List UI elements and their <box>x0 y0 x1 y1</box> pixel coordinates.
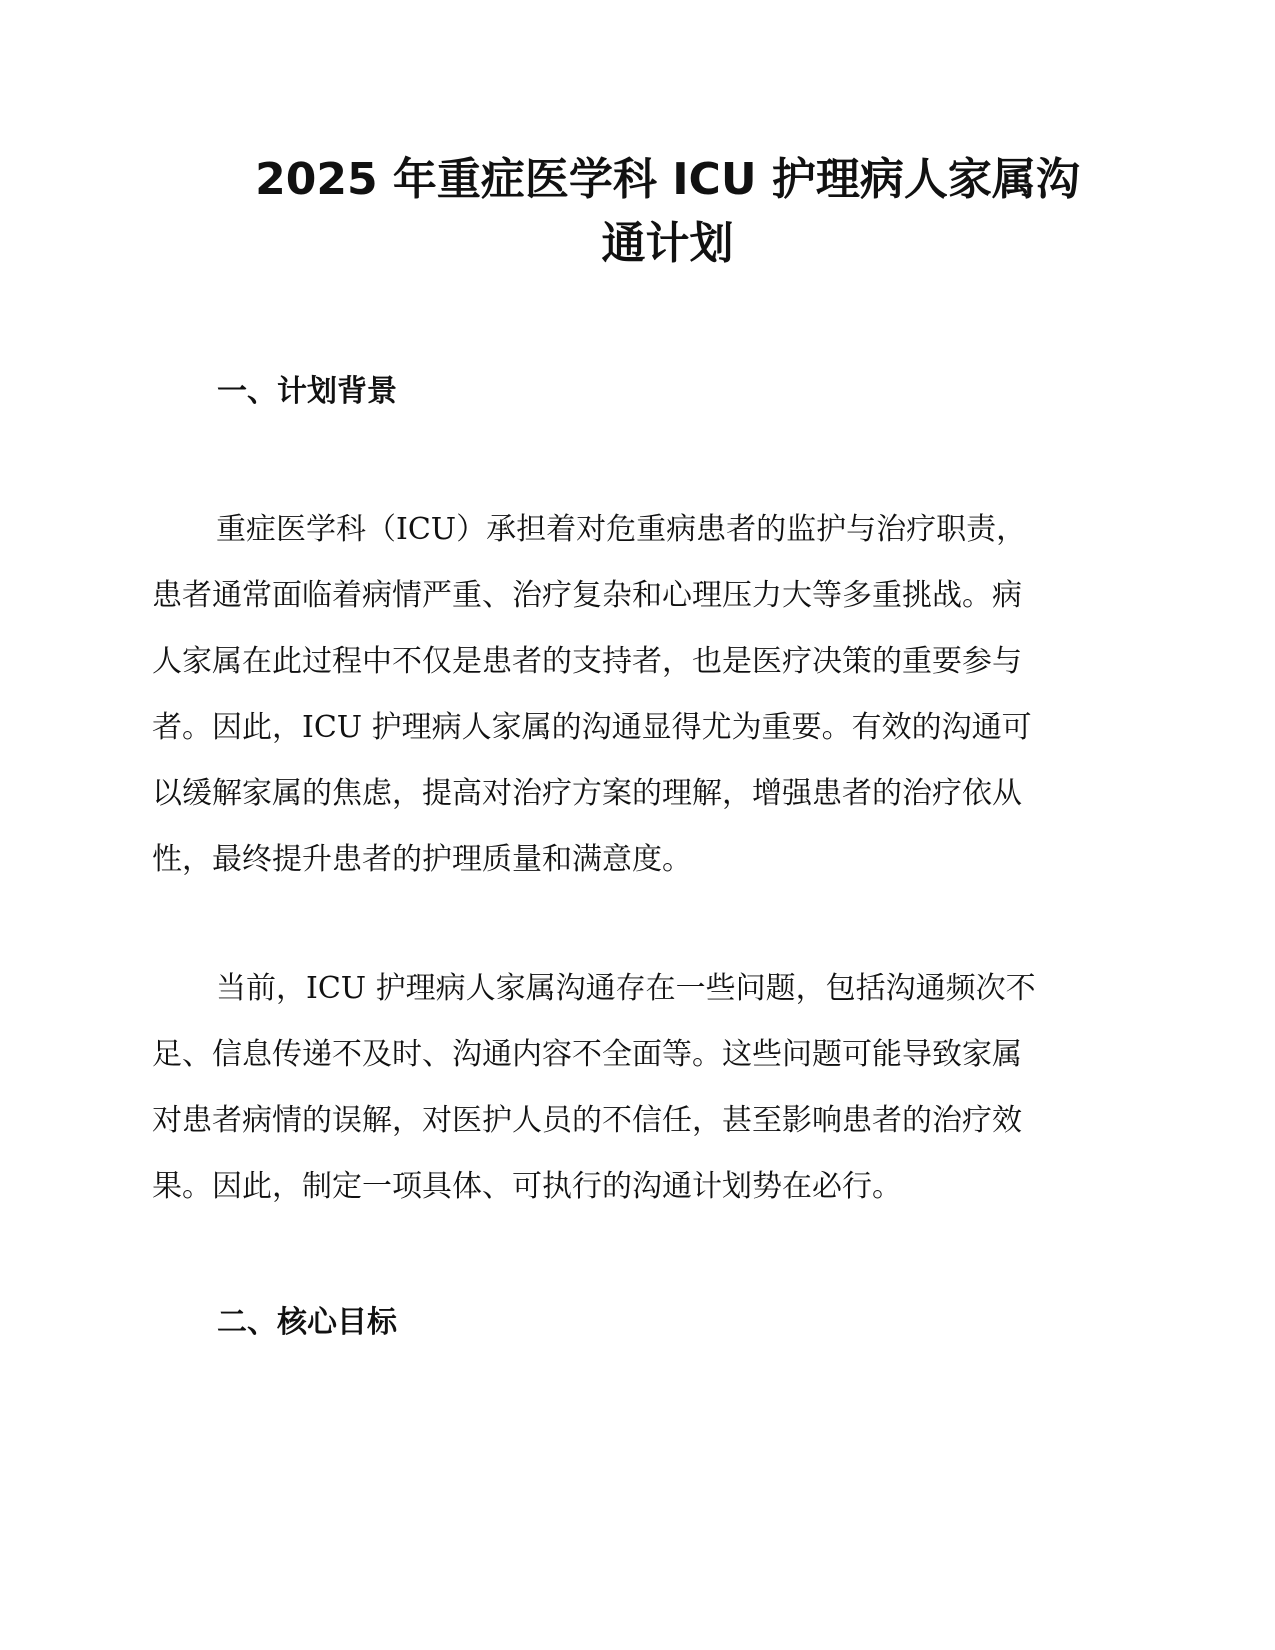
title-line-2: 通计划 <box>601 218 734 269</box>
paragraph-line: 以缓解家属的焦虑，提高对治疗方案的理解，增强患者的治疗依从 <box>152 776 1022 811</box>
paragraph-line: 人家属在此过程中不仅是患者的支持者，也是医疗决策的重要参与 <box>152 644 1022 679</box>
paragraph-background-1 <box>152 497 1114 893</box>
paragraph-line: 当前，ICU 护理病人家属沟通存在一些问题，包括沟通频次不 <box>216 971 1036 1006</box>
section-heading-core-goals: 二、核心目标 <box>217 1305 397 1340</box>
paragraph-line: 果。因此，制定一项具体、可执行的沟通计划势在必行。 <box>152 1169 902 1204</box>
paragraph-line: 性，最终提升患者的护理质量和满意度。 <box>152 842 692 877</box>
section-heading-background: 一、计划背景 <box>217 374 397 409</box>
document-title <box>220 148 1115 276</box>
paragraph-line: 患者通常面临着病情严重、治疗复杂和心理压力大等多重挑战。病 <box>152 578 1022 613</box>
paragraph-line: 足、信息传递不及时、沟通内容不全面等。这些问题可能导致家属 <box>152 1037 1022 1072</box>
paragraph-line: 重症医学科（ICU）承担着对危重病患者的监护与治疗职责， <box>216 512 1027 547</box>
paragraph-background-2 <box>152 956 1114 1220</box>
paragraph-line: 者。因此，ICU 护理病人家属的沟通显得尤为重要。有效的沟通可 <box>152 710 1032 745</box>
paragraph-line: 对患者病情的误解，对医护人员的不信任，甚至影响患者的治疗效 <box>152 1103 1022 1138</box>
title-line-1: 2025 年重症医学科 ICU 护理病人家属沟 <box>255 154 1080 205</box>
